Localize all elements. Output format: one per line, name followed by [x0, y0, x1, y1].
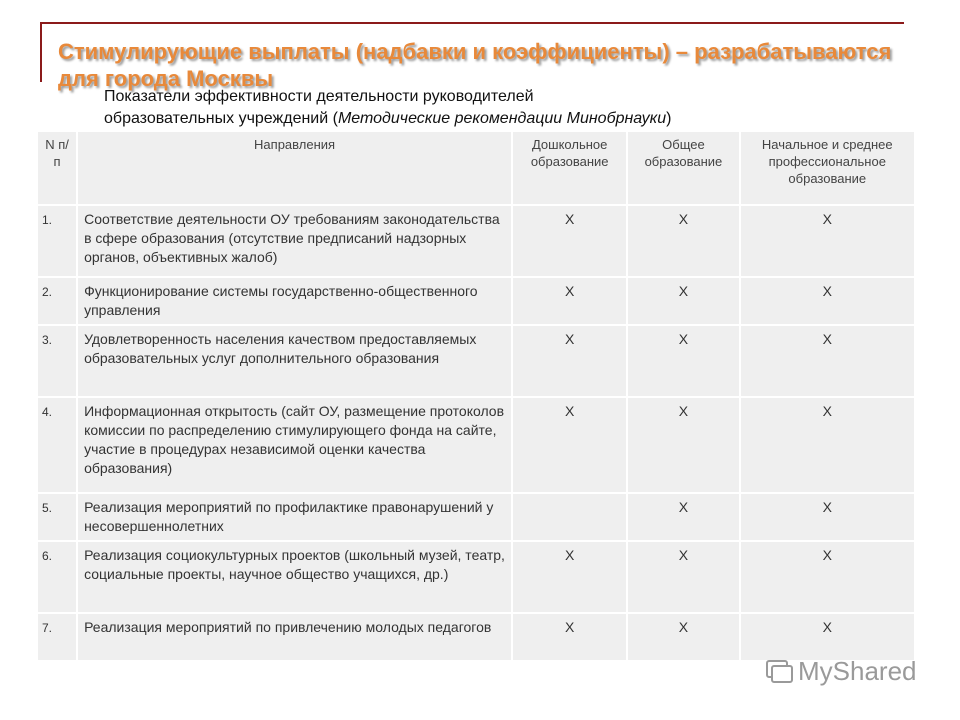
table-row: [38, 206, 914, 276]
row-mark-vocational: Х: [741, 398, 914, 492]
slides-icon: [766, 660, 794, 684]
row-number: 2.: [38, 278, 76, 324]
row-number: 1.: [38, 206, 76, 276]
row-number: 6.: [38, 542, 76, 612]
subtitle-line-1: Показатели эффективности деятельности руководителей: [104, 88, 534, 105]
row-direction: Удовлетворенность населения качеством предоставляемых образовательных услуг дополнительного образования: [78, 326, 511, 396]
row-direction: Реализация мероприятий по профилактике правонарушений у несовершеннолетних: [78, 494, 511, 540]
row-mark-vocational: Х: [741, 326, 914, 396]
row-mark-vocational: Х: [741, 206, 914, 276]
table-header-row: [38, 132, 914, 204]
row-mark-general: Х: [628, 614, 738, 660]
row-mark-preschool: Х: [513, 398, 626, 492]
row-mark-general: Х: [628, 398, 738, 492]
row-mark-preschool: Х: [513, 206, 626, 276]
slide-subtitle: [104, 86, 864, 130]
row-mark-general: Х: [628, 494, 738, 540]
row-mark-preschool: Х: [513, 614, 626, 660]
row-direction: Реализация мероприятий по привлечению молодых педагогов: [78, 614, 511, 660]
row-direction: Функционирование системы государственно-общественного управления: [78, 278, 511, 324]
header-vocational: Начальное и среднее профессиональное образование: [741, 132, 914, 204]
row-mark-vocational: Х: [741, 614, 914, 660]
subtitle-prefix: образовательных учреждений (: [104, 110, 338, 127]
indicators-table: [36, 130, 916, 662]
row-number: 7.: [38, 614, 76, 660]
row-direction: Соответствие деятельности ОУ требованиям законодательства в сфере образования (отсутствие предписаний надзорных органов, объективных жалоб): [78, 206, 511, 276]
subtitle-italic-source: Методические рекомендации Минобрнауки: [337, 110, 667, 127]
header-number: N п/п: [38, 132, 76, 204]
header-preschool: Дошкольное образование: [513, 132, 626, 204]
table-row: [38, 614, 914, 660]
myshared-watermark-logo: [766, 656, 917, 687]
row-direction: Информационная открытость (сайт ОУ, размещение протоколов комиссии по распределению стимулирующего фонда на сайте, участие в процедурах независимой оценки качества образования): [78, 398, 511, 492]
row-mark-vocational: Х: [741, 542, 914, 612]
row-mark-general: Х: [628, 278, 738, 324]
table-row: [38, 326, 914, 396]
watermark-text: MyShared: [798, 656, 917, 686]
row-mark-general: Х: [628, 206, 738, 276]
row-mark-general: Х: [628, 326, 738, 396]
row-number: 3.: [38, 326, 76, 396]
subtitle-suffix: ): [666, 110, 672, 127]
row-mark-vocational: Х: [741, 278, 914, 324]
row-direction: Реализация социокультурных проектов (школьный музей, театр, социальные проекты, научное общество учащихся, др.): [78, 542, 511, 612]
row-mark-preschool: Х: [513, 326, 626, 396]
slide-frame-left-border: [40, 22, 42, 82]
row-mark-preschool: [513, 494, 626, 540]
header-directions: Направления: [78, 132, 511, 204]
row-mark-preschool: Х: [513, 278, 626, 324]
table-row: [38, 398, 914, 492]
row-number: 4.: [38, 398, 76, 492]
table-row: [38, 494, 914, 540]
row-number: 5.: [38, 494, 76, 540]
slide-frame-top-border: [40, 22, 904, 24]
row-mark-vocational: Х: [741, 494, 914, 540]
subtitle-line-2: [104, 108, 864, 130]
row-mark-general: Х: [628, 542, 738, 612]
table-row: [38, 278, 914, 324]
table-row: [38, 542, 914, 612]
row-mark-preschool: Х: [513, 542, 626, 612]
slide-title: Стимулирующие выплаты (надбавки и коэффициенты) – разрабатываются для города Москвы: [58, 39, 892, 91]
header-general: Общее образование: [628, 132, 738, 204]
